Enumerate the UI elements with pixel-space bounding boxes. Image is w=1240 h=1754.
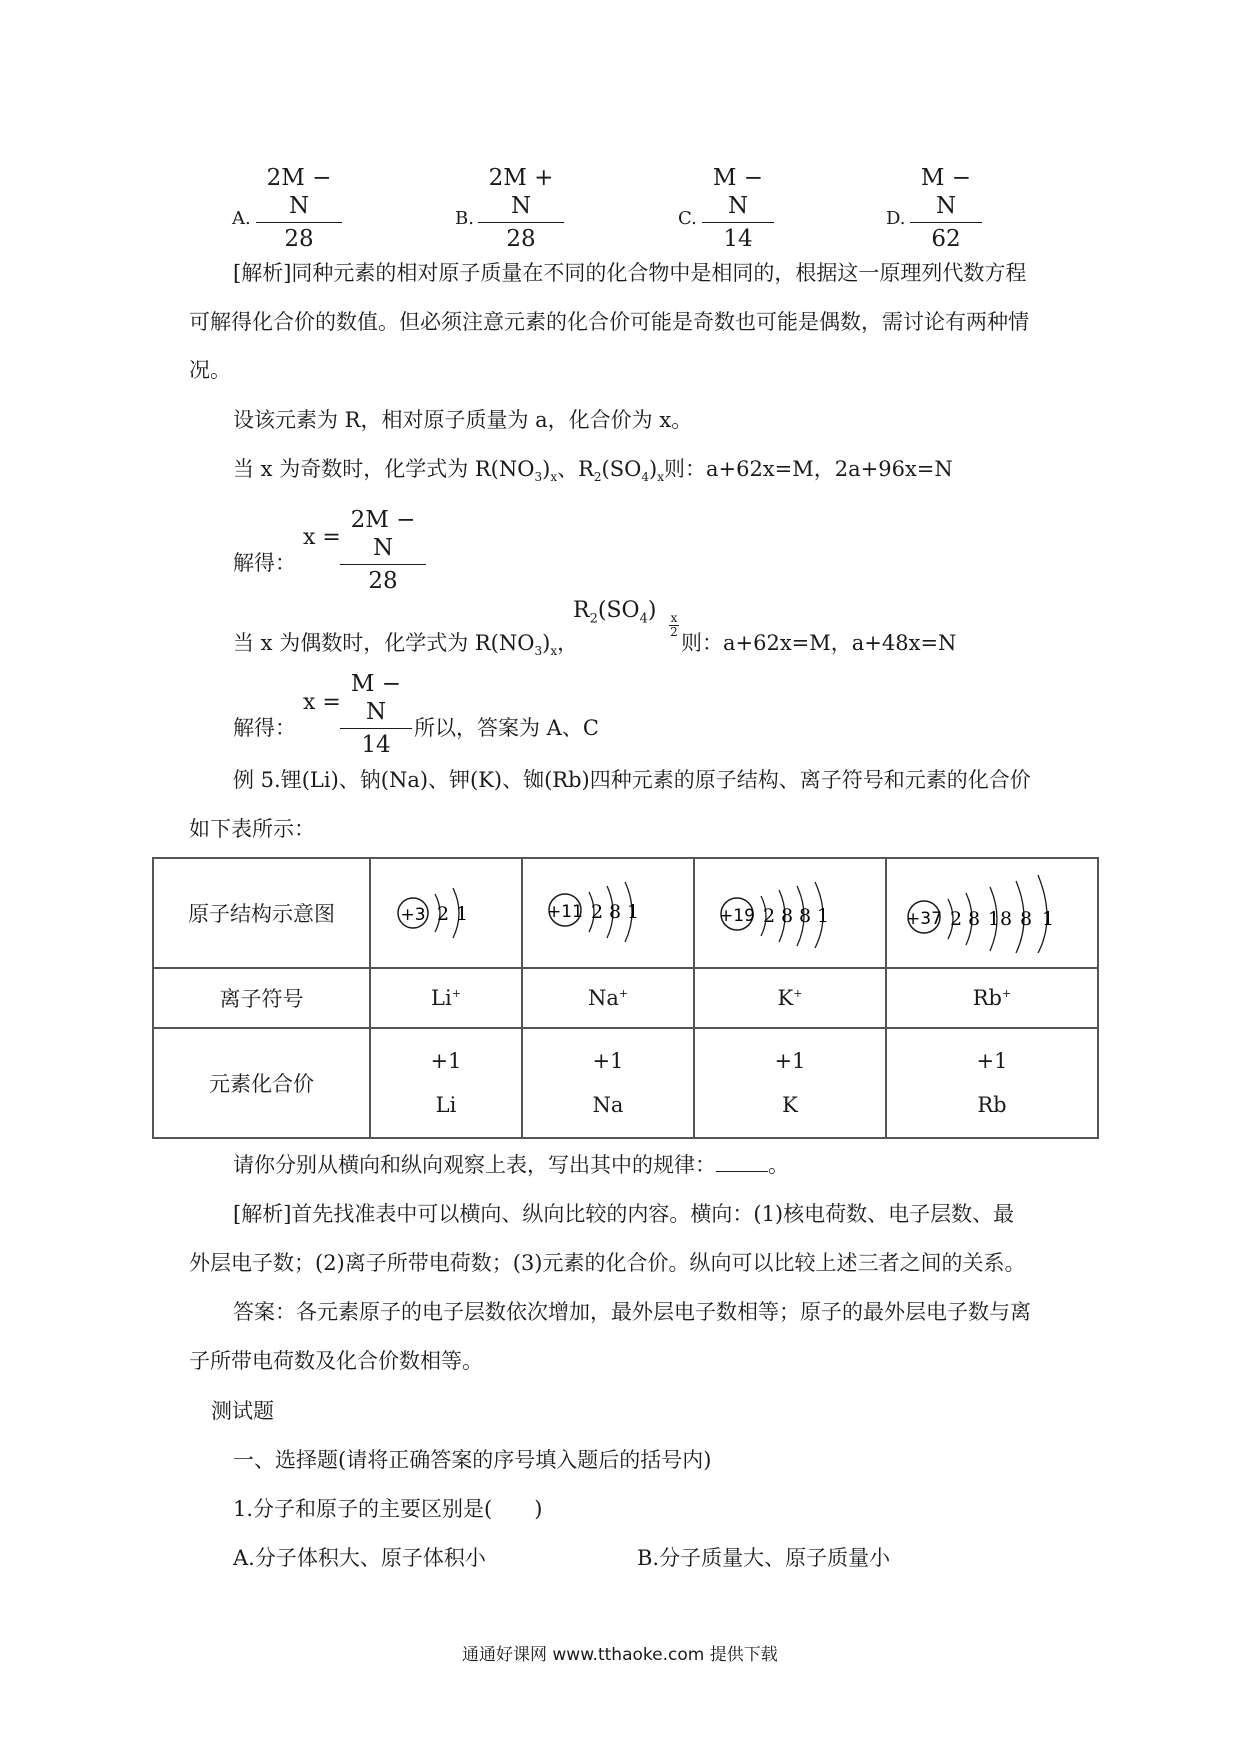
- question-1-option-b: B.分子质量大、原子质量小: [637, 1546, 891, 1570]
- atom-diagram-rb: [886, 858, 1098, 968]
- row-header-ion: 离子符号: [153, 968, 370, 1028]
- option-b-denominator: 28: [506, 226, 536, 252]
- svg-text:2: 2: [590, 901, 604, 923]
- ion-k: K+: [694, 968, 886, 1028]
- option-c-label: C.: [678, 208, 697, 229]
- row-header-structure: 原子结构示意图: [153, 858, 370, 968]
- even-sub-fraction: x 2: [670, 611, 678, 639]
- atom-diagram-li: [370, 858, 522, 968]
- ion-li: Li+: [370, 968, 522, 1028]
- conclusion: 所以，答案为 A、C: [414, 716, 599, 740]
- element-table: [152, 857, 1099, 1139]
- atom-diagram-k: [694, 858, 886, 968]
- solution1-fraction: 2M − N 28: [340, 506, 426, 595]
- svg-text:18: 18: [987, 908, 1013, 930]
- option-d-fraction: [910, 164, 982, 253]
- solve-label-1: 解得：: [233, 551, 296, 575]
- question-1: 1.分子和原子的主要区别是( ): [233, 1497, 543, 1521]
- svg-text:8: 8: [1019, 908, 1033, 930]
- solution2-x-eq: x =: [303, 690, 341, 715]
- svg-text:2: 2: [762, 905, 776, 927]
- analysis2-line1: [解析]首先找准表中可以横向、纵向比较的内容。横向：(1)核电荷数、电子层数、最: [233, 1202, 1015, 1226]
- solve-label-2: 解得：: [233, 716, 296, 740]
- question-line: 请你分别从横向和纵向观察上表，写出其中的规律： 。: [233, 1153, 789, 1177]
- svg-text:1: 1: [455, 903, 469, 925]
- option-c-fraction: [702, 164, 774, 253]
- svg-text:+11: +11: [547, 902, 583, 922]
- valence-na: +1 Na: [522, 1028, 694, 1138]
- example5-line2: 如下表所示：: [189, 817, 315, 841]
- ion-na: Na+: [522, 968, 694, 1028]
- svg-text:+19: +19: [719, 906, 755, 926]
- solution1-x-eq: x =: [303, 525, 341, 550]
- option-a-denominator: 28: [284, 226, 314, 252]
- footer-text: 通通好课网 www.tthaoke.com 提供下载: [462, 1645, 778, 1665]
- option-a-fraction: [256, 164, 342, 253]
- svg-text:8: 8: [967, 908, 981, 930]
- analysis1-line1: [解析]同种元素的相对原子质量在不同的化合物中是相同的，根据这一原理列代数方程: [233, 261, 1027, 285]
- option-a-label: A.: [232, 208, 251, 229]
- atom-diagram-na: [522, 858, 694, 968]
- option-b-fraction: [478, 164, 564, 253]
- analysis1-setup: 设该元素为 R，相对原子质量为 a，化合价为 x。: [233, 408, 693, 432]
- option-a-numerator: 2M − N: [266, 165, 332, 219]
- svg-text:2: 2: [949, 908, 963, 930]
- option-c-numerator: M − N: [712, 165, 764, 219]
- option-b-label: B.: [455, 208, 474, 229]
- analysis1-line3: 况。: [189, 358, 231, 382]
- answer-line2: 子所带电荷数及化合价数相等。: [189, 1349, 483, 1373]
- valence-k: +1 K: [694, 1028, 886, 1138]
- analysis1-line2: 可解得化合价的数值。但必须注意元素的化合价可能是奇数也可能是偶数，需讨论有两种情: [189, 310, 1029, 334]
- question-1-option-a: A.分子体积大、原子体积小: [233, 1546, 486, 1570]
- even-formula: $R_2(SO_4)$: [573, 598, 657, 627]
- even-case-suffix: 则：a+62x=M，a+48x=N: [681, 631, 957, 655]
- test-title: 测试题: [211, 1399, 274, 1423]
- svg-text:1: 1: [626, 901, 640, 923]
- svg-text:+37: +37: [906, 909, 942, 929]
- svg-text:8: 8: [798, 905, 812, 927]
- option-c-denominator: 14: [723, 226, 753, 252]
- analysis2-line2: 外层电子数；(2)离子所带电荷数；(3)元素的化合价。纵向可以比较上述三者之间的关系。: [189, 1251, 1026, 1275]
- example5-line1: 例 5.锂(Li)、钠(Na)、钾(K)、铷(Rb)四种元素的原子结构、离子符号和元素的化合价: [233, 768, 1031, 792]
- solution2-fraction: M − N 14: [340, 670, 412, 759]
- svg-text:8: 8: [608, 901, 622, 923]
- odd-case-line: 当 x 为奇数时，化学式为 $R(NO_3)_x$、$R_2(SO_4)_x$则：a+62x=M，2a+96x=N: [233, 457, 953, 485]
- row-header-valence: 元素化合价: [153, 1028, 370, 1138]
- even-case-line: 当 x 为偶数时，化学式为 $R(NO_3)_x$，: [233, 631, 579, 659]
- answer-blank: [716, 1151, 768, 1172]
- option-b-numerator: 2M + N: [488, 165, 554, 219]
- valence-rb: +1 Rb: [886, 1028, 1098, 1138]
- ion-rb: Rb+: [886, 968, 1098, 1028]
- svg-text:1: 1: [816, 905, 830, 927]
- option-d-label: D.: [886, 208, 906, 229]
- svg-text:1: 1: [1041, 908, 1055, 930]
- test-section: 一、选择题(请将正确答案的序号填入题后的括号内): [233, 1448, 712, 1472]
- svg-text:+3: +3: [400, 905, 426, 925]
- svg-text:2: 2: [436, 903, 450, 925]
- option-d-denominator: 62: [931, 226, 961, 252]
- svg-text:8: 8: [780, 905, 794, 927]
- valence-li: +1 Li: [370, 1028, 522, 1138]
- option-d-numerator: M − N: [920, 165, 972, 219]
- answer-line1: 答案：各元素原子的电子层数依次增加，最外层电子数相等；原子的最外层电子数与离: [233, 1300, 1031, 1324]
